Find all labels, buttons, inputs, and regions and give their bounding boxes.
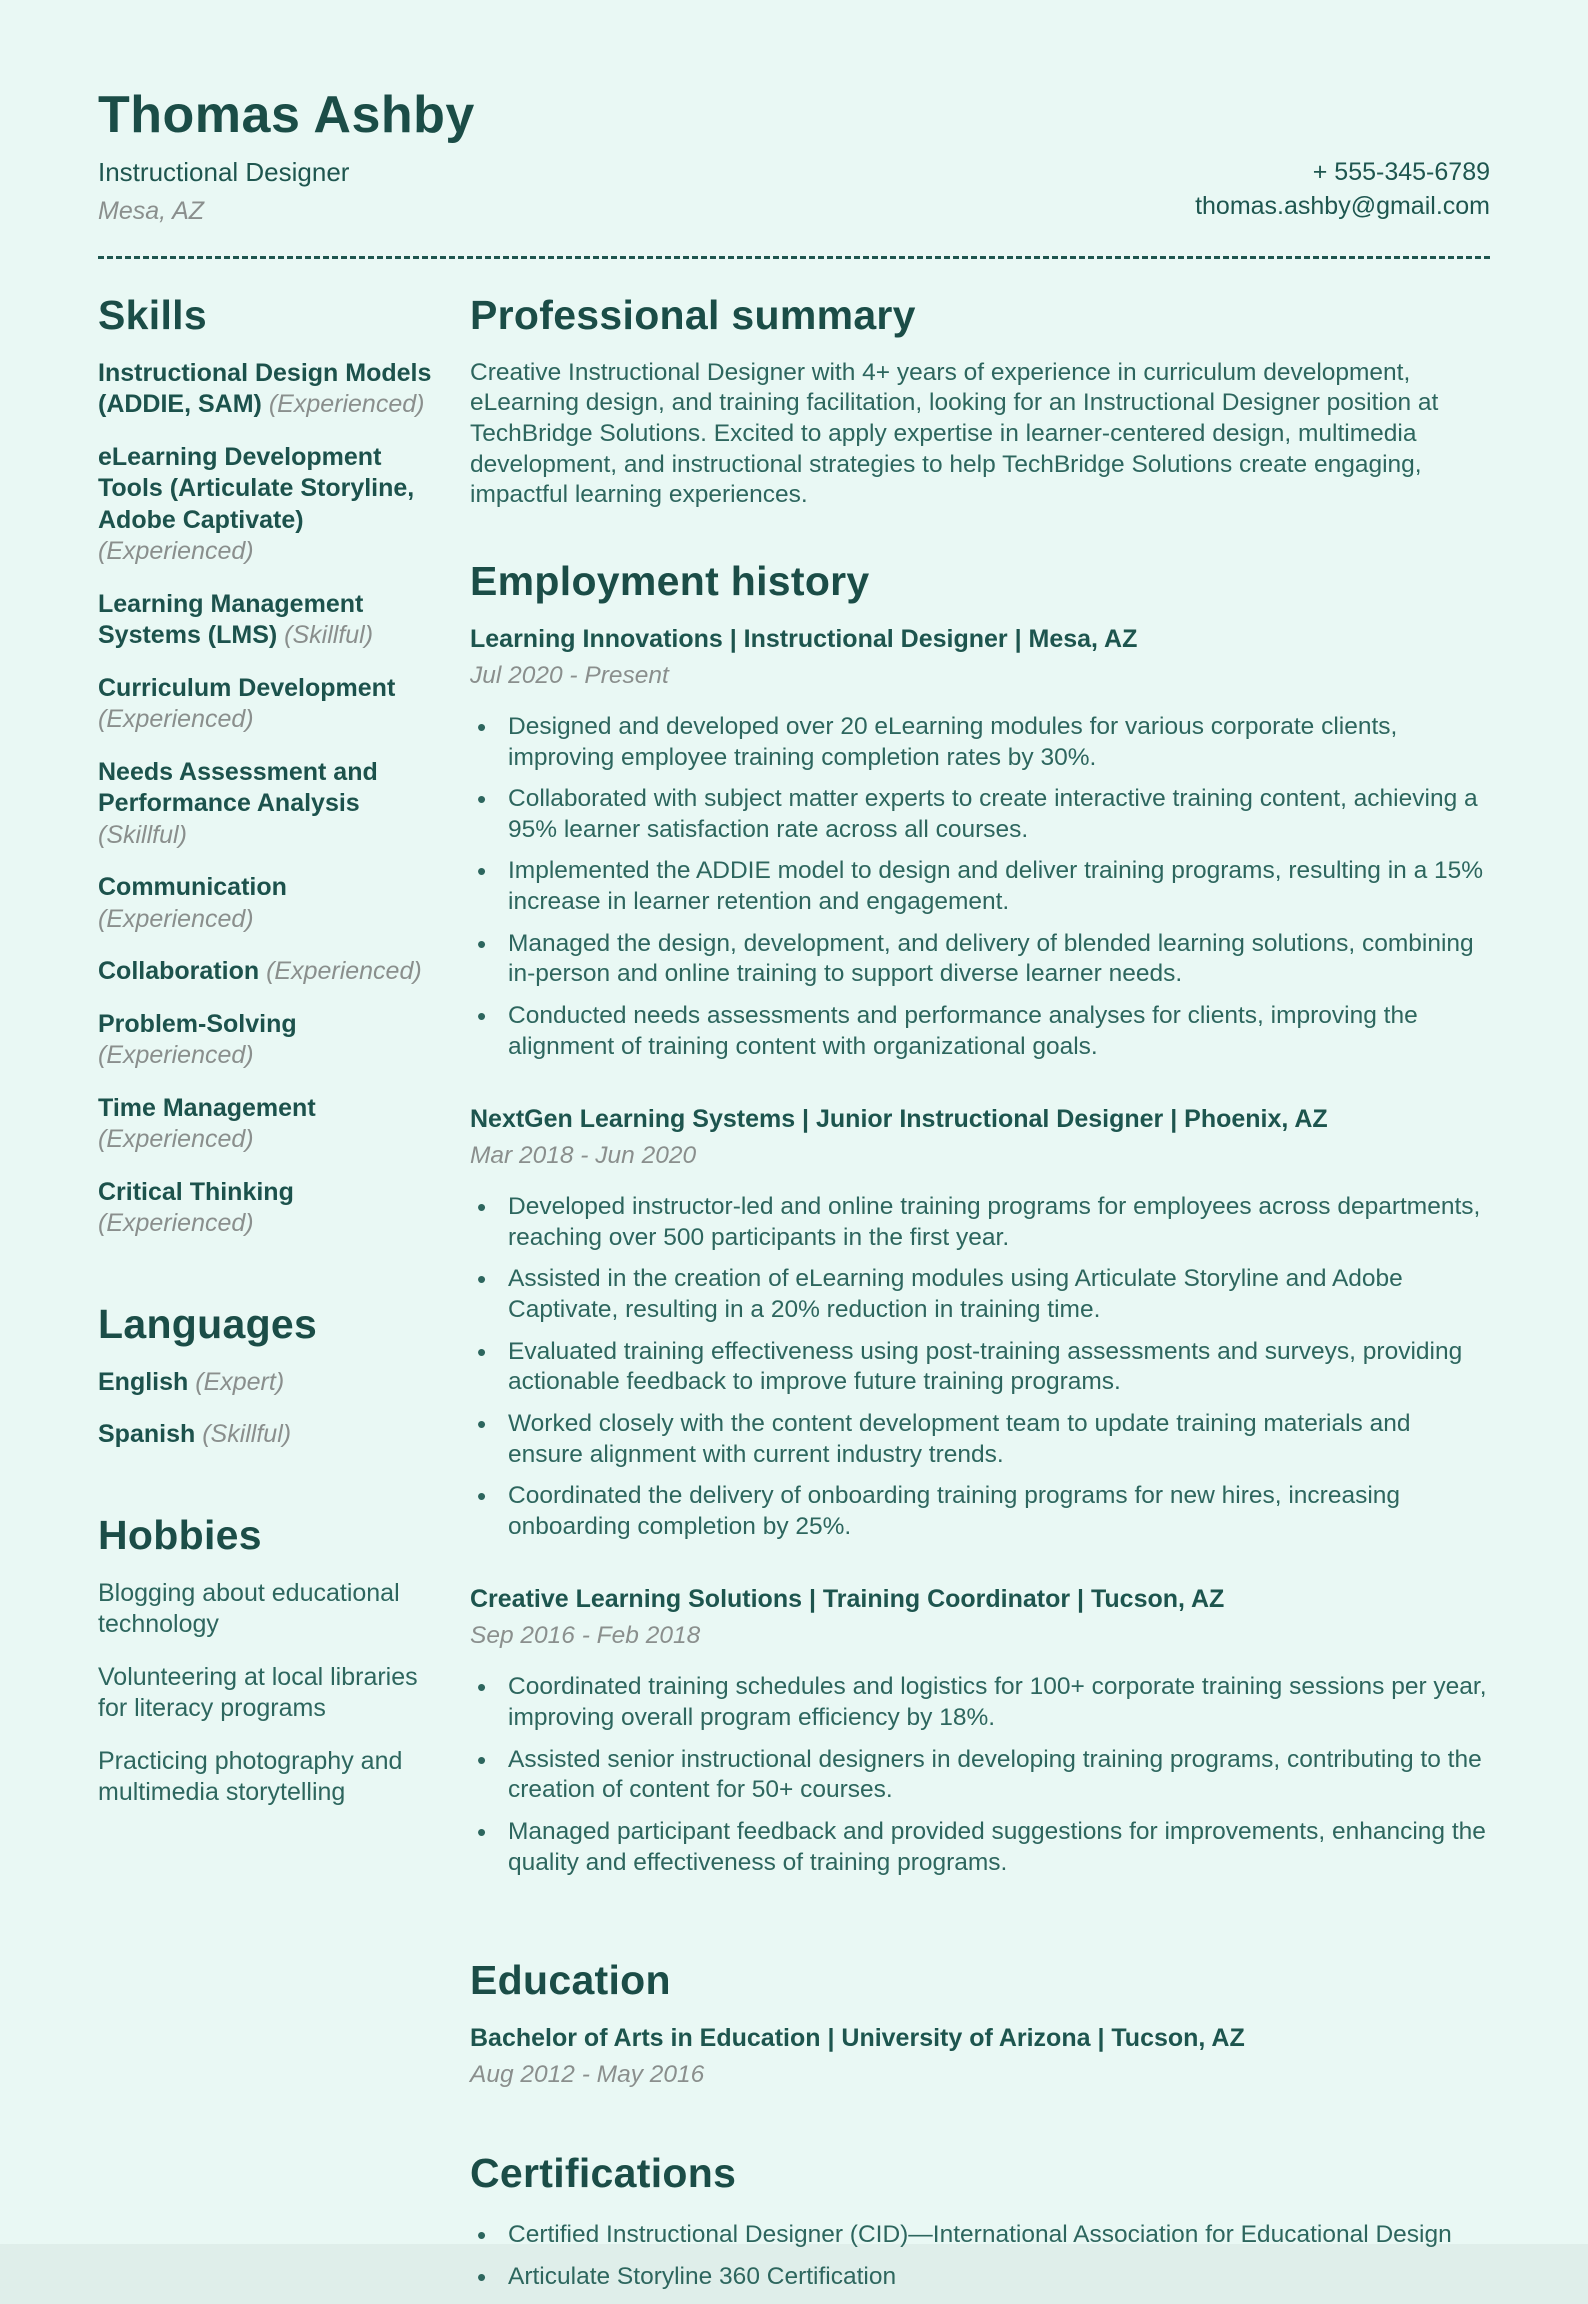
skills-heading: Skills	[98, 291, 207, 338]
job-entry	[470, 1584, 1490, 1878]
language-item	[98, 1419, 443, 1451]
skill-item	[98, 1093, 443, 1156]
skill-name: Curriculum Development	[98, 673, 396, 702]
certification-item: • Certified Instructional Designer (CID)—International Association for Educational Design	[470, 2220, 1490, 2251]
job-bullet: • Developed instructor-led and online training programs for employees across departments, reaching over 500 participants in the first year.	[470, 1192, 1490, 1253]
skill-level: (Experienced)	[268, 390, 425, 419]
skill-item	[98, 589, 443, 652]
job-bullet: • Assisted senior instructional designers in developing training programs, contributing to the creation of content for 50+ courses.	[470, 1745, 1490, 1806]
sidebar	[98, 293, 443, 2304]
skills-section	[98, 293, 443, 1240]
summary-heading: Professional summary	[470, 291, 916, 338]
job-entry	[470, 624, 1490, 1062]
job-bullet-list	[470, 1192, 1490, 1542]
summary-text: Creative Instructional Designer with 4+ years of experience in curriculum development, eLearning design, and training facilitation, looking for an Instructional Designer position at TechBridge Solutions. Excited to apply expertise in learner-centered design, multimedia development, and instructional strategies to help TechBridge Solutions create engaging, impactful learning experiences.	[470, 358, 1439, 509]
job-entry	[470, 1104, 1490, 1542]
skill-level: (Experienced)	[266, 957, 422, 986]
skill-item	[98, 1177, 443, 1240]
skill-level: (Experienced)	[98, 705, 254, 734]
skill-name: Communication	[98, 873, 287, 902]
skill-name: Problem-Solving	[98, 1009, 297, 1038]
education-header: Bachelor of Arts in Education | University of Arizona | Tucson, AZ	[470, 2024, 1245, 2053]
education-section	[470, 1958, 1490, 2089]
job-bullet: • Coordinated training schedules and logistics for 100+ corporate training sessions per year, improving overall program efficiency by 18%.	[470, 1672, 1490, 1733]
skill-item	[98, 757, 443, 852]
hobbies-section	[98, 1513, 443, 1809]
person-location: Mesa, AZ	[98, 196, 205, 225]
skill-item	[98, 358, 443, 421]
skill-item	[98, 1009, 443, 1072]
job-bullet: • Designed and developed over 20 eLearning modules for various corporate clients, improving employee training completion rates by 30%.	[470, 712, 1490, 773]
hobby-item: Volunteering at local libraries for literacy programs	[98, 1662, 418, 1723]
job-bullet: • Coordinated the delivery of onboarding training programs for new hires, increasing onboarding completion by 25%.	[470, 1481, 1490, 1542]
job-bullet: • Collaborated with subject matter experts to create interactive training content, achieving a 95% learner satisfaction rate across all courses.	[470, 784, 1490, 845]
contact-block	[1195, 155, 1490, 224]
job-bullet: • Evaluated training effectiveness using post-training assessments and surveys, providing actionable feedback to improve future training programs.	[470, 1337, 1490, 1398]
language-name: English	[98, 1367, 189, 1396]
job-dates: Mar 2018 - Jun 2020	[470, 1142, 697, 1170]
hobby-item: Blogging about educational technology	[98, 1578, 400, 1639]
skill-level: (Experienced)	[98, 1041, 254, 1070]
job-dates: Jul 2020 - Present	[470, 661, 669, 689]
skill-name: Collaboration	[98, 957, 260, 986]
skill-name: Instructional Design Models (ADDIE, SAM)	[98, 358, 432, 419]
certification-item: • Articulate Storyline 360 Certification	[470, 2262, 1490, 2293]
education-dates: Aug 2012 - May 2016	[470, 2061, 705, 2089]
hobby-item: Practicing photography and multimedia storytelling	[98, 1746, 403, 1807]
job-header: Creative Learning Solutions | Training Coordinator | Tucson, AZ	[470, 1585, 1225, 1614]
resume-header	[98, 88, 1490, 226]
skill-item	[98, 442, 443, 568]
certifications-heading: Certifications	[470, 2150, 737, 2197]
employment-section	[470, 559, 1490, 1878]
skill-level: (Skillful)	[284, 621, 374, 650]
job-bullet-list	[470, 1672, 1490, 1878]
person-title: Instructional Designer	[98, 156, 350, 187]
phone-number: + 555-345-6789	[1312, 157, 1490, 186]
skill-item	[98, 673, 443, 736]
skill-name: Time Management	[98, 1093, 316, 1122]
job-header: NextGen Learning Systems | Junior Instructional Designer | Phoenix, AZ	[470, 1105, 1328, 1134]
job-bullet: • Conducted needs assessments and performance analyses for clients, improving the alignment of training content with organizational goals.	[470, 1001, 1490, 1062]
certifications-section	[470, 2151, 1490, 2292]
summary-section	[470, 293, 1490, 511]
skill-level: (Experienced)	[98, 1209, 254, 1238]
skill-item	[98, 872, 443, 935]
certification-list	[470, 2220, 1490, 2292]
hobbies-heading: Hobbies	[98, 1511, 262, 1558]
skill-name: Critical Thinking	[98, 1177, 294, 1206]
person-name: Thomas Ashby	[98, 86, 475, 144]
job-bullet: • Assisted in the creation of eLearning modules using Articulate Storyline and Adobe Captivate, resulting in a 20% reduction in training time.	[470, 1264, 1490, 1325]
job-bullet-list	[470, 712, 1490, 1062]
job-header: Learning Innovations | Instructional Designer | Mesa, AZ	[470, 624, 1138, 653]
language-level: (Skillful)	[202, 1420, 292, 1449]
content-columns	[98, 293, 1490, 2304]
job-bullet: • Managed participant feedback and provided suggestions for improvements, enhancing the quality and effectiveness of training programs.	[470, 1817, 1490, 1878]
skill-level: (Experienced)	[98, 1125, 254, 1154]
skill-level: (Skillful)	[98, 820, 187, 849]
email-address: thomas.ashby@gmail.com	[1195, 192, 1490, 221]
skill-name: Needs Assessment and Performance Analysis	[98, 757, 378, 818]
language-level: (Expert)	[195, 1367, 285, 1396]
employment-heading: Employment history	[470, 557, 870, 604]
skill-item	[98, 956, 443, 988]
languages-heading: Languages	[98, 1300, 318, 1347]
skill-name: eLearning Development Tools (Articulate Storyline, Adobe Captivate)	[98, 442, 415, 534]
main-column	[470, 293, 1490, 2304]
job-dates: Sep 2016 - Feb 2018	[470, 1622, 701, 1650]
job-bullet: • Managed the design, development, and delivery of blended learning solutions, combining in-person and online training to support diverse learner needs.	[470, 929, 1490, 990]
education-heading: Education	[470, 1957, 671, 2004]
dashed-divider	[98, 256, 1490, 259]
skill-level: (Experienced)	[98, 537, 254, 566]
job-bullet: • Implemented the ADDIE model to design and deliver training programs, resulting in a 15% increase in learner retention and engagement.	[470, 856, 1490, 917]
languages-section	[98, 1302, 443, 1451]
language-item	[98, 1367, 443, 1399]
language-name: Spanish	[98, 1420, 196, 1449]
skill-name: Learning Management Systems (LMS)	[98, 589, 364, 650]
skill-level: (Experienced)	[98, 904, 254, 933]
job-bullet: • Worked closely with the content development team to update training materials and ensure alignment with current industry trends.	[470, 1409, 1490, 1470]
